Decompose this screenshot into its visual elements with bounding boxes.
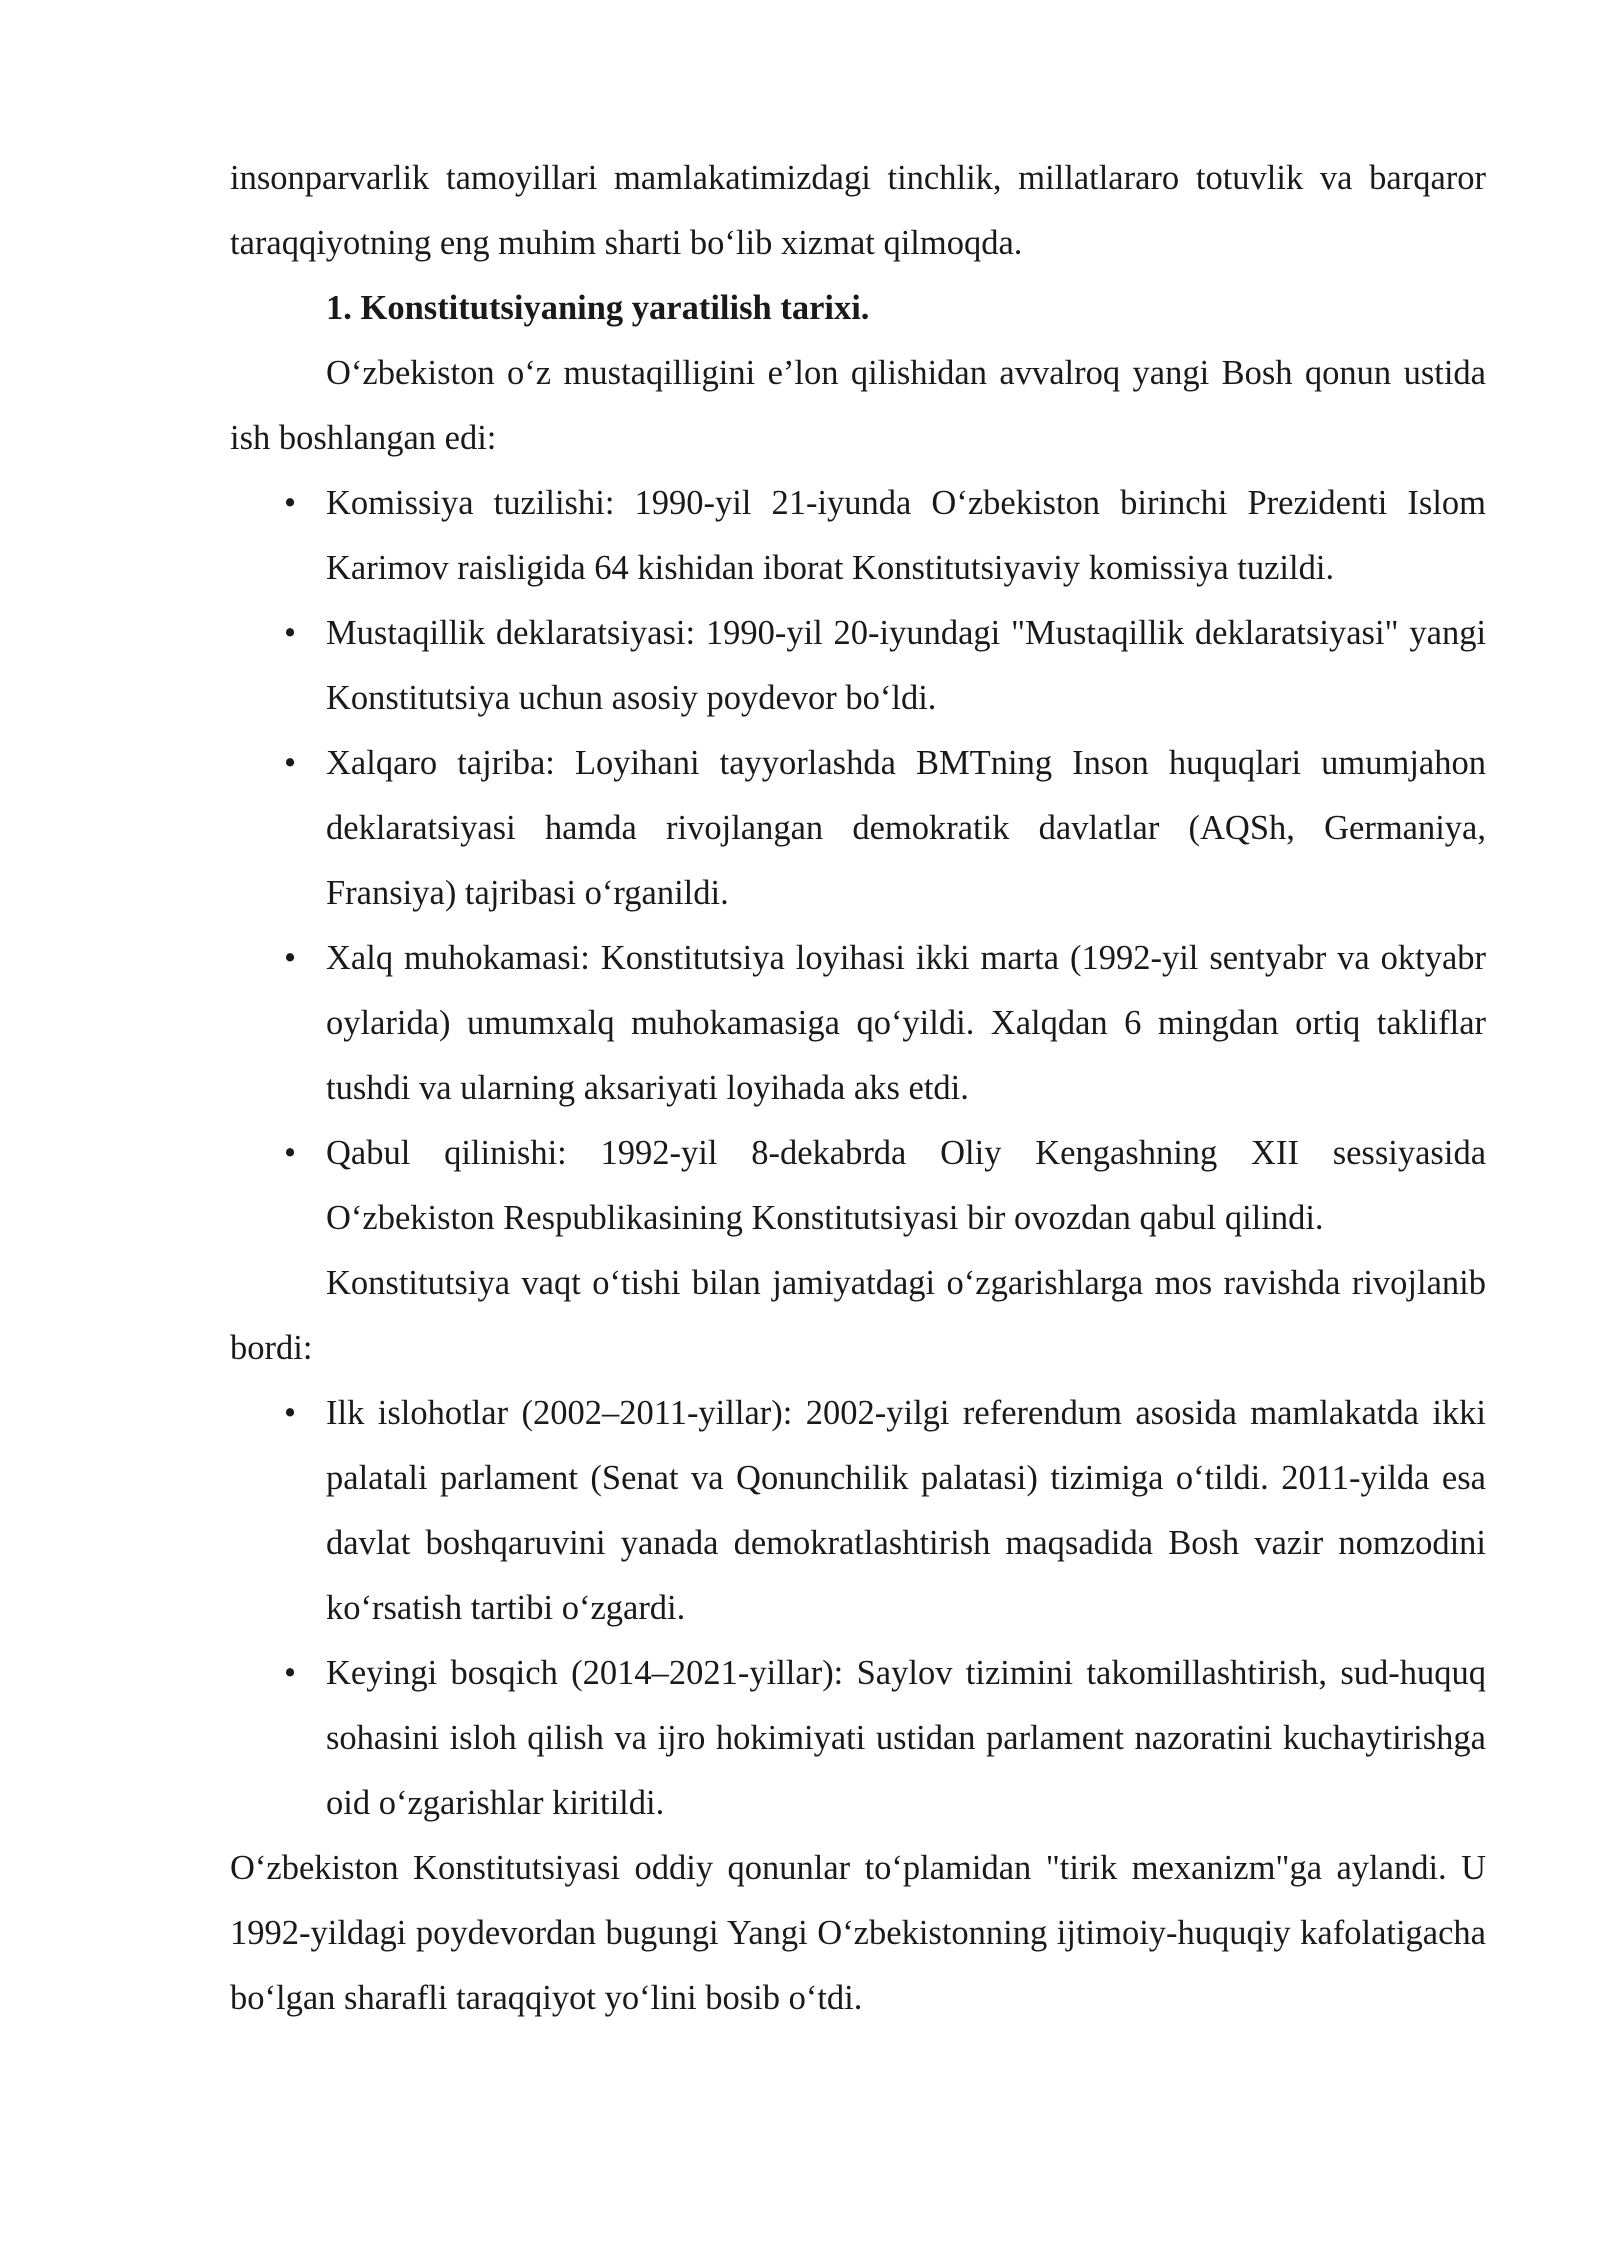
development-list — [230, 1381, 1486, 1836]
list-item-text: Saylov tizimini takomillashtirish, sud-huquq sohasini isloh qilish va ijro hokimiyati ustidan parlament nazoratini kuchaytirishga oid o‘zgarishlar kiritildi. — [326, 1654, 1486, 1822]
development-lead-paragraph: Konstitutsiya vaqt o‘tishi bilan jamiyatdagi o‘zgarishlarga mos ravishda rivojlanib bordi: — [230, 1264, 1486, 1367]
bullet-icon: • — [283, 1394, 297, 1432]
list-item — [230, 1641, 1486, 1836]
list-item-text: 1992-yil 8-dekabrda Oliy Kengashning XII sessiyasida O‘zbekiston Respublikasining Konstitutsiyasi bir ovozdan qabul qilindi. — [326, 1134, 1487, 1237]
list-item-text: 1990-yil 21-iyunda O‘zbekiston birinchi Prezidenti Islom Karimov raisligida 64 kishidan iborat Konstitutsiyaviy komissiya tuzildi. — [326, 484, 1487, 587]
list-item — [230, 926, 1486, 1121]
bullet-icon: • — [283, 484, 297, 522]
list-item-text: Konstitutsiya loyihasi ikki marta (1992-yil sentyabr va oktyabr oylarida) umumxalq muhokamasiga qo‘yildi. Xalqdan 6 mingdan ortiq takliflar tushdi va ularning aksariyati loyihada aks etdi. — [326, 939, 1486, 1107]
list-item — [230, 731, 1486, 926]
list-item-label: Komissiya tuzilishi: — [326, 484, 615, 522]
list-item-label: Ilk islohotlar (2002–2011-yillar): — [326, 1394, 793, 1432]
section-lead-paragraph: O‘zbekiston o‘z mustaqilligini e’lon qilishidan avvalroq yangi Bosh qonun ustida ish boshlangan edi: — [230, 354, 1486, 457]
bullet-icon: • — [283, 1654, 297, 1692]
document-page — [230, 146, 1486, 2031]
list-item-text: 1990-yil 20-iyundagi "Mustaqillik deklaratsiyasi" yangi Konstitutsiya uchun asosiy poydevor bo‘ldi. — [326, 614, 1487, 717]
list-item-label: Keyingi bosqich (2014–2021-yillar): — [326, 1654, 844, 1692]
list-item-label: Xalqaro tajriba: — [326, 744, 555, 782]
bullet-icon: • — [283, 1134, 297, 1172]
list-item — [230, 1121, 1486, 1251]
bullet-icon: • — [283, 939, 297, 977]
list-item-label: Mustaqillik deklaratsiyasi: — [326, 614, 696, 652]
list-item — [230, 1381, 1486, 1641]
conclusion-paragraph: O‘zbekiston Konstitutsiyasi oddiy qonunlar to‘plamidan "tirik mexanizm"ga aylandi. U 1992-yildagi poydevordan bugungi Yangi O‘zbekistonning ijtimoiy-huquqiy kafolatigacha bo‘lgan sharafli taraqqiyot yo‘lini bosib o‘tdi. — [230, 1849, 1486, 2017]
list-item-label: Xalq muhokamasi: — [326, 939, 590, 977]
list-item-text: 2002-yilgi referendum asosida mamlakatda ikki palatali parlament (Senat va Qonunchilik palatasi) tizimiga o‘tildi. 2011-yilda esa davlat boshqaruvini yanada demokratlashtirish maqsadida Bosh vazir nomzodini ko‘rsatish tartibi o‘zgardi. — [326, 1394, 1486, 1627]
intro-paragraph: insonparvarlik tamoyillari mamlakatimizdagi tinchlik, millatlararo totuvlik va barqaror taraqqiyotning eng muhim sharti bo‘lib xizmat qilmoqda. — [230, 159, 1486, 262]
history-list — [230, 471, 1486, 1251]
bullet-icon: • — [283, 614, 297, 652]
list-item — [230, 471, 1486, 601]
list-item-text: Loyihani tayyorlashda BMTning Inson huquqlari umumjahon deklaratsiyasi hamda rivojlangan demokratik davlatlar (AQSh, Germaniya, Fransiya) tajribasi o‘rganildi. — [326, 744, 1486, 912]
list-item — [230, 601, 1486, 731]
bullet-icon: • — [283, 744, 297, 782]
list-item-label: Qabul qilinishi: — [326, 1134, 567, 1172]
section-heading: 1. Konstitutsiyaning yaratilish tarixi. — [326, 289, 870, 327]
